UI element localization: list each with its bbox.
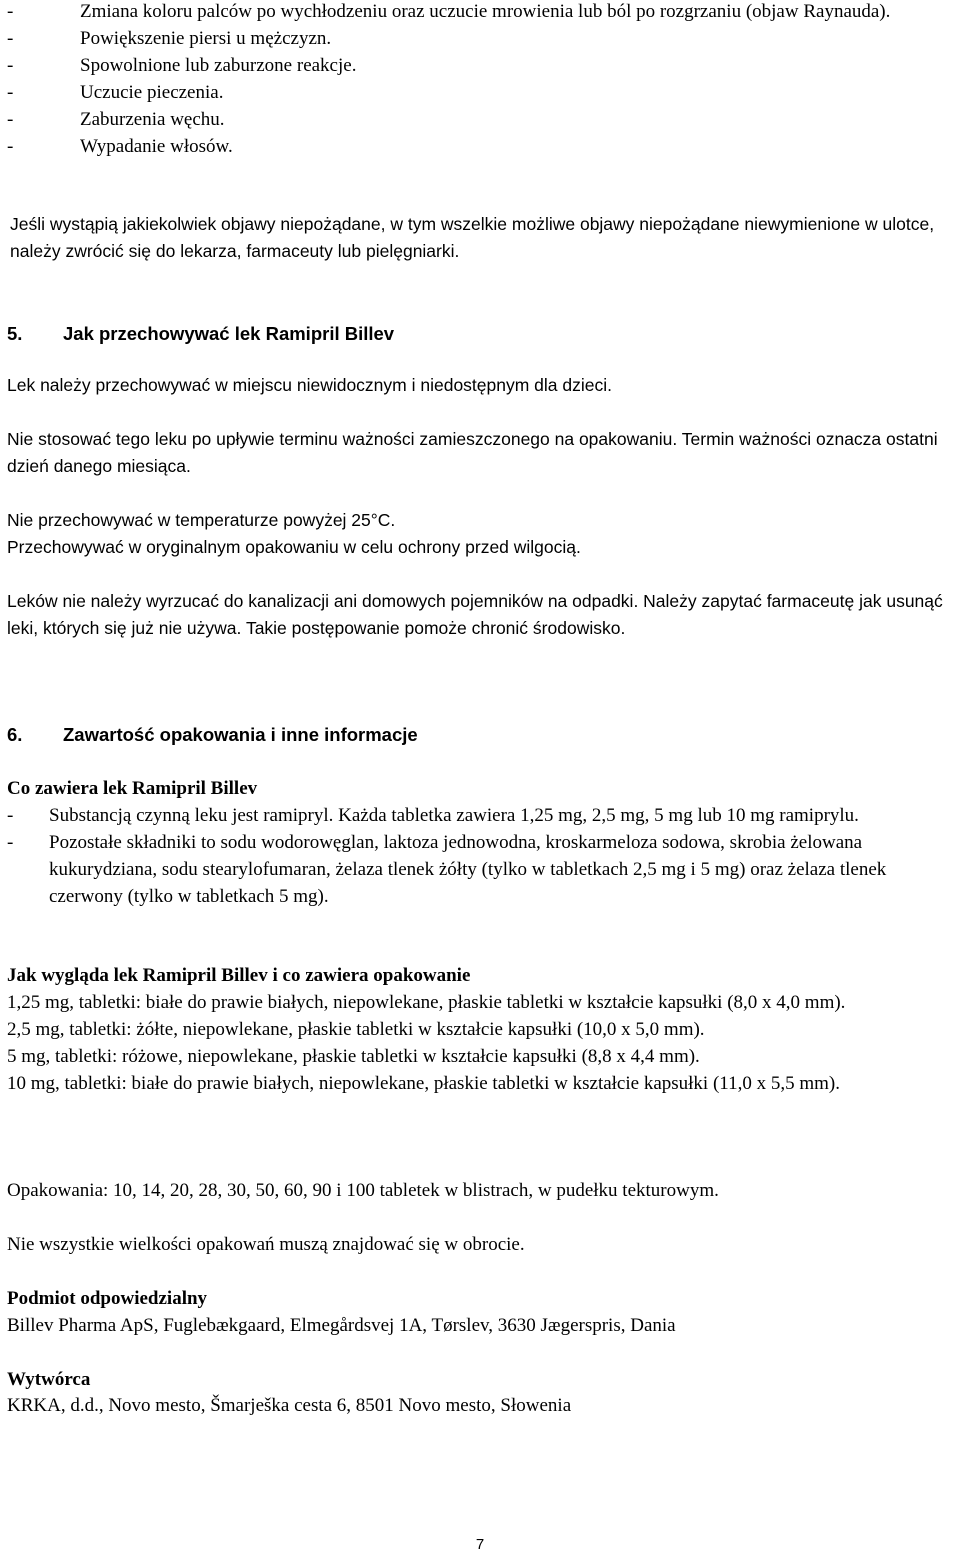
pack-sizes: Opakowania: 10, 14, 20, 28, 30, 50, 60, 90 i 100 tabletek w blistrach, w pudełku tekturowym. (7, 1180, 719, 1201)
manufacturer-address: KRKA, d.d., Novo mesto, Šmarješka cesta 6, 8501 Novo mesto, Słowenia (7, 1395, 572, 1416)
dash-marker: - (7, 82, 14, 103)
contents-heading: Co zawiera lek Ramipril Billev (7, 778, 258, 799)
mah-heading: Podmiot odpowiedzialny (7, 1288, 208, 1309)
dash-marker: - (7, 136, 14, 157)
side-effects-list (7, 0, 954, 160)
storage-temperature: Nie przechowywać w temperaturze powyżej 25°C. Przechowywać w oryginalnym opakowaniu w celu ochrony przed wilgocią. (7, 510, 581, 557)
section-6-heading (7, 721, 418, 748)
pack-sizes-note: Nie wszystkie wielkości opakowań muszą znajdować się w obrocie. (7, 1234, 525, 1255)
list-item: - Substancją czynną leku jest ramipryl. Każda tabletka zawiera 1,25 mg, 2,5 mg, 5 mg lub 10 mg ramiprylu. (7, 802, 954, 829)
section-number: 5. (7, 323, 23, 344)
list-item: - Uczucie pieczenia. (7, 79, 954, 106)
dash-marker: - (7, 805, 14, 826)
report-note: Jeśli wystąpią jakiekolwiek objawy niepożądane, w tym wszelkie możliwe objawy niepożądane niewymienione w ulotce, należy zwrócić się do lekarza, farmaceuty lub pielęgniarki. (10, 214, 935, 261)
appearance-description: 1,25 mg, tabletki: białe do prawie białych, niepowlekane, płaskie tabletki w kształcie kapsułki (8,0 x 4,0 mm). 2,5 mg, tabletki: żółte, niepowlekane, płaskie tabletki w kształcie kapsułki (10,0 x 5,0 mm). 5 mg, tabletki: różowe, niepowlekane, płaskie tabletki w kształcie kapsułki (8,8 x 4,4 mm). 10 mg, tabletki: białe do prawie białych, niepowlekane, płaskie tabletki w kształcie kapsułki (11,0 x 5,5 mm). (7, 992, 846, 1094)
section-number: 6. (7, 724, 23, 745)
list-item: - Wypadanie włosów. (7, 133, 954, 160)
list-item: - Spowolnione lub zaburzone reakcje. (7, 52, 954, 79)
dash-marker: - (7, 55, 14, 76)
manufacturer-heading: Wytwórca (7, 1369, 91, 1390)
list-item: - Zaburzenia węchu. (7, 106, 954, 133)
disposal-note: Leków nie należy wyrzucać do kanalizacji ani domowych pojemników na odpadki. Należy zapytać farmaceutę jak usunąć leki, których się już nie używa. Takie postępowanie pomoże chronić środowisko. (7, 591, 943, 638)
dash-marker: - (7, 28, 14, 49)
list-item: - Pozostałe składniki to sodu wodorowęglan, laktoza jednowodna, kroskarmeloza sodowa, skrobia żelowana kukurydziana, sodu stearylofumaran, żelaza tlenek żółty (tylko w tabletkach 2,5 mg i 5 mg) oraz żelaza tlenek czerwony (tylko w tabletkach 5 mg). (7, 829, 954, 910)
dash-marker: - (7, 832, 14, 853)
appearance-heading: Jak wygląda lek Ramipril Billev i co zawiera opakowanie (7, 965, 471, 986)
mah-address: Billev Pharma ApS, Fuglebækgaard, Elmegårdsvej 1A, Tørslev, 3630 Jægerspris, Dania (7, 1315, 676, 1336)
dash-marker: - (7, 1, 14, 22)
storage-children: Lek należy przechowywać w miejscu niewidocznym i niedostępnym dla dzieci. (7, 375, 612, 395)
section-title: Zawartość opakowania i inne informacje (63, 724, 418, 745)
page-number: 7 (475, 1536, 485, 1553)
contents-list (7, 802, 954, 910)
storage-expiry: Nie stosować tego leku po upływie terminu ważności zamieszczonego na opakowaniu. Termin ważności oznacza ostatni dzień danego miesiąca. (7, 429, 938, 476)
section-title: Jak przechowywać lek Ramipril Billev (63, 323, 395, 344)
section-5-heading (7, 320, 394, 347)
list-item: - Zmiana koloru palców po wychłodzeniu oraz uczucie mrowienia lub ból po rozgrzaniu (objaw Raynauda). (7, 0, 954, 25)
dash-marker: - (7, 109, 14, 130)
list-item: - Powiększenie piersi u mężczyzn. (7, 25, 954, 52)
